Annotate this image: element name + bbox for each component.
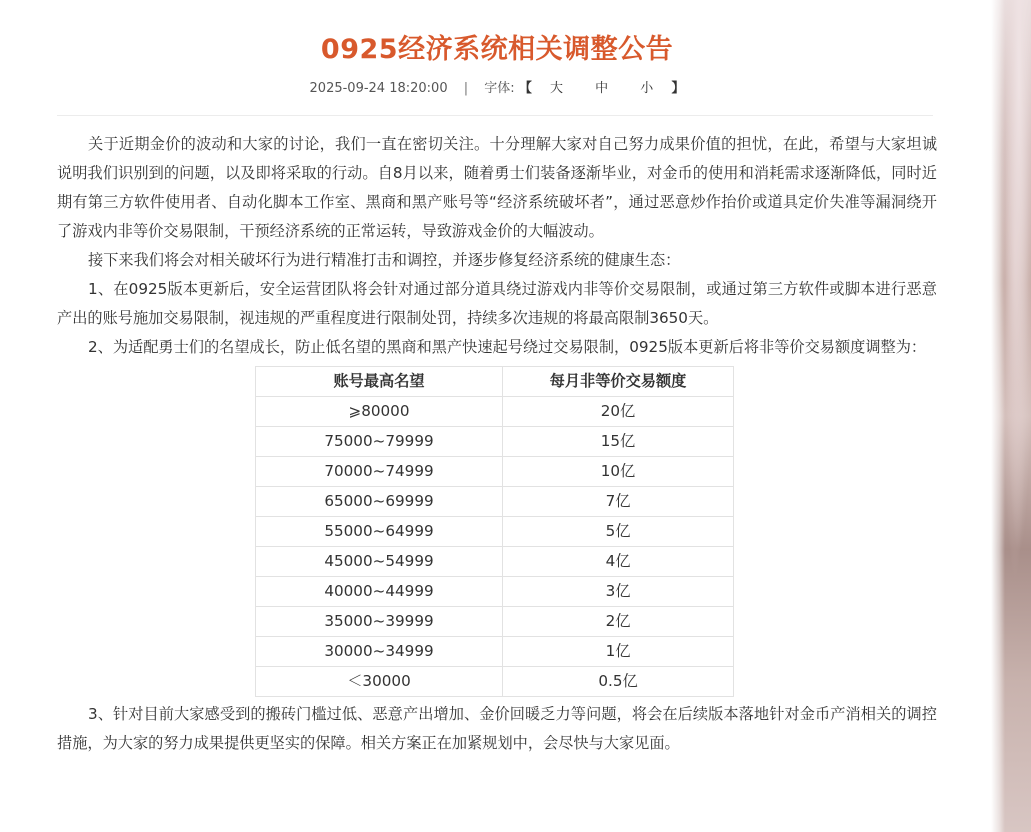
paragraph-plan: 接下来我们将会对相关破坏行为进行精准打击和调控，并逐步修复经济系统的健康生态： <box>88 251 681 269</box>
table-row <box>256 487 734 517</box>
title-divider <box>57 115 933 116</box>
meta-separator: | <box>463 81 469 96</box>
font-size-label: 字体: <box>484 81 515 96</box>
paragraph-item-2: 2、为适配勇士们的名望成长，防止低名望的黑商和黑产快速起号绕过交易限制，0925版本更新后将非等价交易额度调整为： <box>88 338 927 356</box>
fame-cell: 30000~34999 <box>256 637 503 667</box>
fame-cell: 65000~69999 <box>256 487 503 517</box>
paragraph-item-1: 1、在0925版本更新后，安全运营团队将会针对通过部分道具绕过游戏内非等价交易限制，或通过第三方软件或脚本进行恶意产出的账号施加交易限制，视违规的严重程度进行限制处罚，持续多次违规的将最高限制3650天。 <box>57 280 937 327</box>
publish-date: 2025-09-24 18:20:00 <box>309 81 448 96</box>
table-row <box>256 457 734 487</box>
font-size-large-button[interactable]: 大 <box>549 81 563 96</box>
quota-cell: 4亿 <box>503 547 734 577</box>
table-row <box>256 637 734 667</box>
bracket-close: 】 <box>671 81 685 96</box>
fame-cell: 55000~64999 <box>256 517 503 547</box>
quota-cell: 20亿 <box>503 397 734 427</box>
fame-cell: 70000~74999 <box>256 457 503 487</box>
font-size-small-button[interactable]: 小 <box>640 81 654 96</box>
quota-cell: 10亿 <box>503 457 734 487</box>
article-title: 0925经济系统相关调整公告 <box>320 34 674 65</box>
side-decorative-artwork <box>991 0 1031 832</box>
quota-cell: 1亿 <box>503 637 734 667</box>
table-row <box>256 397 734 427</box>
font-size-medium-button[interactable]: 中 <box>595 81 609 96</box>
article <box>57 0 937 758</box>
fame-cell: 45000~54999 <box>256 547 503 577</box>
table-row <box>256 517 734 547</box>
bracket-open: 【 <box>518 81 532 96</box>
fame-cell: 75000~79999 <box>256 427 503 457</box>
table-row <box>256 577 734 607</box>
article-meta <box>57 79 937 99</box>
fame-cell: 35000~39999 <box>256 607 503 637</box>
quota-cell: 7亿 <box>503 487 734 517</box>
table-header-fame: 账号最高名望 <box>256 367 503 397</box>
fame-cell: 40000~44999 <box>256 577 503 607</box>
table-header-quota: 每月非等价交易额度 <box>503 367 734 397</box>
table-header-row <box>256 367 734 397</box>
paragraph-item-3: 3、针对目前大家感受到的搬砖门槛过低、恶意产出增加、金价回暖乏力等问题，将会在后续版本落地针对金币产消相关的调控措施，为大家的努力成果提供更坚实的保障。相关方案正在加紧规划中，会尽快与大家见面。 <box>57 705 937 752</box>
trade-limit-table <box>255 366 734 697</box>
quota-cell: 3亿 <box>503 577 734 607</box>
quota-cell: 2亿 <box>503 607 734 637</box>
table-row <box>256 547 734 577</box>
article-body <box>57 130 937 758</box>
table-row <box>256 667 734 697</box>
fame-cell: ＜30000 <box>256 667 503 697</box>
quota-cell: 15亿 <box>503 427 734 457</box>
quota-cell: 0.5亿 <box>503 667 734 697</box>
table-row <box>256 427 734 457</box>
paragraph-intro: 关于近期金价的波动和大家的讨论，我们一直在密切关注。十分理解大家对自己努力成果价值的担忧，在此，希望与大家坦诚说明我们识别到的问题，以及即将采取的行动。自8月以来，随着勇士们装备逐渐毕业，对金币的使用和消耗需求逐渐降低，同时近期有第三方软件使用者、自动化脚本工作室、黑商和黑产账号等“经济系统破坏者”，通过恶意炒作抬价或道具定价失准等漏洞绕开了游戏内非等价交易限制，干预经济系统的正常运转，导致游戏金价的大幅波动。 <box>57 135 937 240</box>
fame-cell: ⩾80000 <box>256 397 503 427</box>
quota-cell: 5亿 <box>503 517 734 547</box>
table-row <box>256 607 734 637</box>
